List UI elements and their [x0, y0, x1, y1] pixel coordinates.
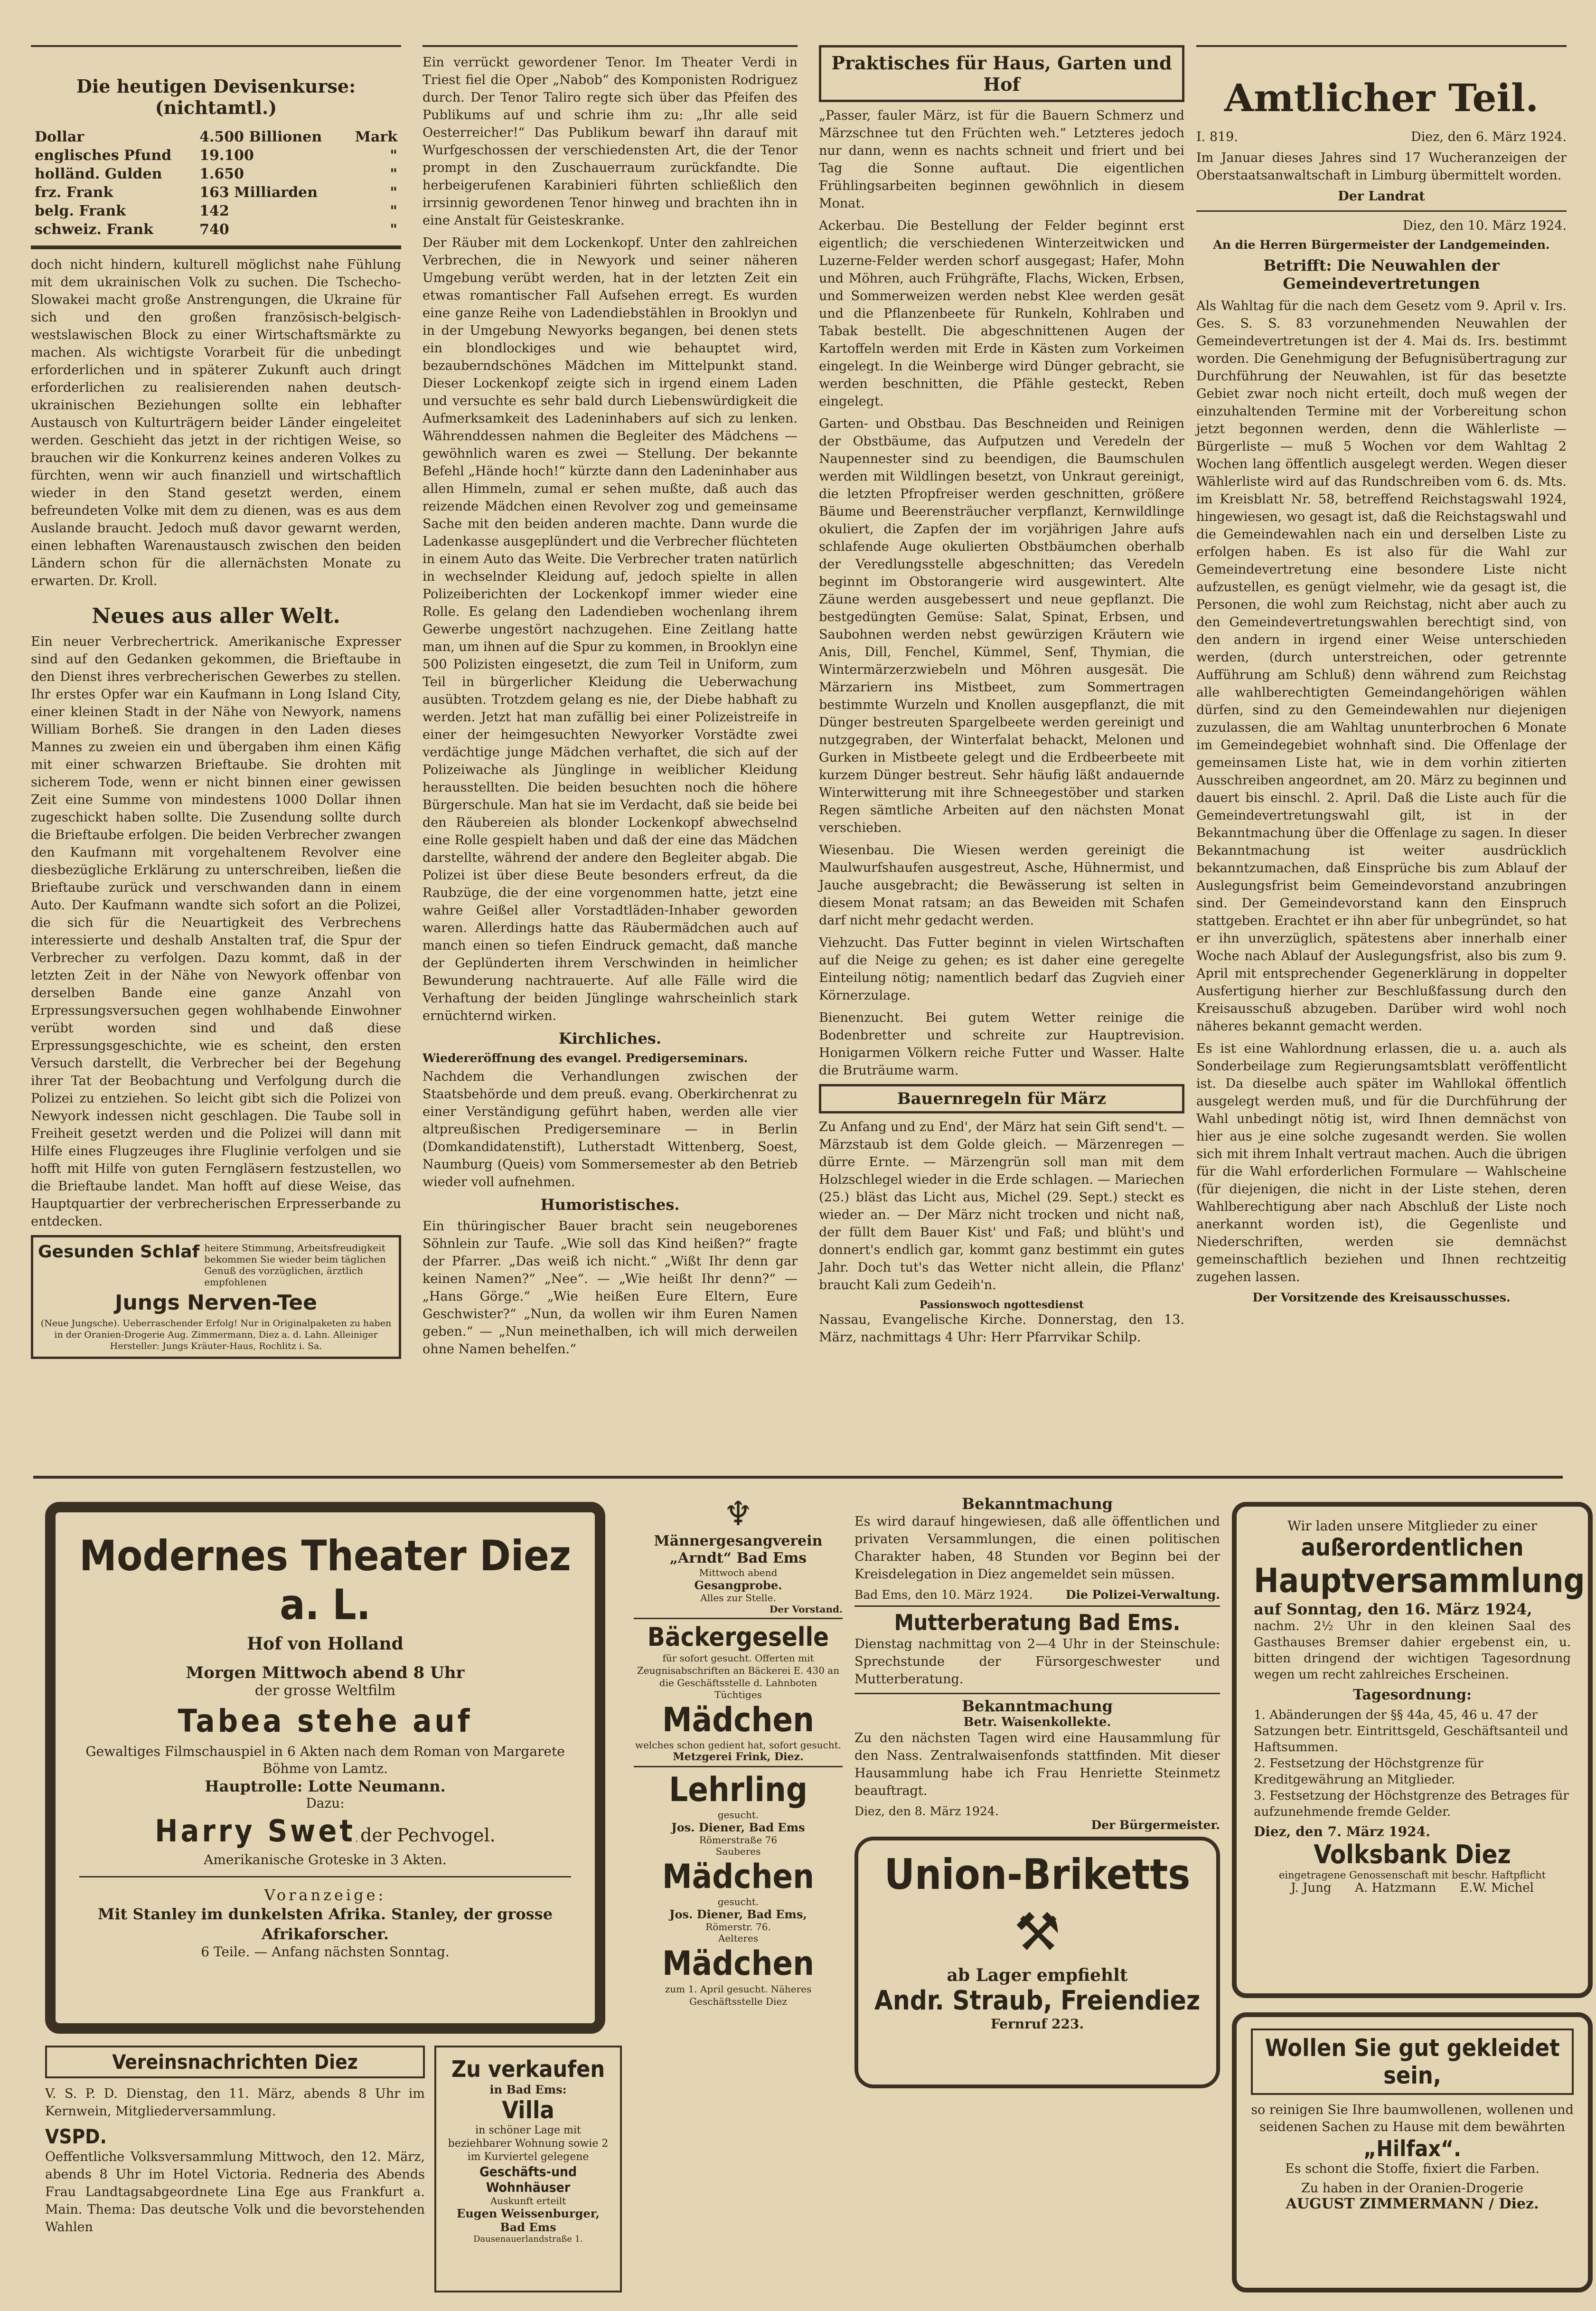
volks-items — [1254, 1707, 1571, 1820]
article-verbrechertrick: Ein neuer Verbrechertrick. Amerikanische Expresser sind auf den Gedanken gekommen, die Brieftaube in den Dienst ihres verbrecherischen Gewerbes zu stellen. Ihr erstes Opfer war ein Kaufmann in Long Island City, einer kleinen Stadt in der Nähe von Newyork, namens William Borheß. Sie drangen in den Laden dieses Mannes zu zweien ein und übergaben ihm einen Käfig mit einer schwarzen Brieftaube. Sie drohten mit sicherem Tode, wenn er nicht binnen einer gewissen Zeit eine Summe von mindestens 1000 Dollar ihnen zugeschickt haben sollte. Die Zusendung sollte durch die Brieftaube erfolgen. Die beiden Verbrecher zwangen den Kaufmann mit vorgehaltenem Revolver eine diesbezügliche Erklärung zu unterschreiben, ließen die Brieftaube zurück und verschwanden dann in einem Auto. Der Kaufmann wandte sich sofort an die Polizei, die sich für die Neuartigkeit des Verbrechens interessierte und deshalb Anstalten traf, die Spur der Verbrecher zu verfolgen. Dazu kommt, daß in der letzten Zeit in der Nähe von Newyork offenbar von derselben Bande eine ganze Anzahl von Erpressungsversuchen gegen wohlhabende Einwohner verübt worden sind und daß diese Erpressungsgeschichte, wie es scheint, den ersten Versuch darstellt, die Verbrecher bei der Begehung ihrer Tat der Beobachtung und Verfolgung durch die Polizei zu entziehen. So leicht gibt sich die Polizei von Newyork indessen nicht geschlagen. Die Taube soll in Freiheit gesetzt werden und die Polizei will dann mit Hilfe eines Flugzeuges ihre Fluglinie verfolgen und sie hofft mit Hilfe von guten Ferngläsern festzustellen, wo die Brieftaube landet. Man hofft auf diese Weise, das Hauptquartier der verbrecherischen Erpresserbande zu entdecken. — [31, 634, 401, 1229]
ad-title: Gesunden Schlaf — [38, 1242, 200, 1262]
gartenbau-text: Garten- und Obstbau. Das Beschneiden und Reinigen der Obstbäume, das Aufputzen und Veredeln der Naupennester sind zu beendigen, die Baumschulen werden mit Wildlingen besetzt, von Unkraut gereinigt, die letzten Pfropfreiser werden geschnitten, größere Bäume und Beerensträucher verpflanzt, Kernwildlinge okuliert, die Zapfen der im vorjährigen Jahre aufs schlafende Auge okulierten Obstbäumchen oberhalb der Veredlungsstelle abgeschnitten; das Veredeln beginnt im Obstorangerie wird ausgewintert. Alte Zäune werden ausgebessert und neue gepflanzt. Die bestgedüngten Gemüse: Salat, Spinat, Erbsen, und Saubohnen werden nebst gewürzigen Kräutern wie Anis, Dill, Fenchel, Kümmel, Senf, Thymian, die Wintermärzerzwiebeln und Möhren ausgesät. Die Märzariern ins Mistbeet, zum Sommertragen bestimmte Wurzeln und Knollen ausgepflanzt, die mit Dünger bestreuten Spargelbeete werden gereinigt und nutzgegraben, der Winterfalat behackt, Melonen und Gurken in Mistbeete gelegt und die Erdbeerbeete mit kurzem Dünger bestreut. Sehr häufig läßt andauernde Winterwitterung mit ihre Schneegestöber und starken Regen sämtliche Arbeiten auf den nächsten Monat verschieben. — [819, 416, 1184, 835]
ad-text: heitere Stimmung, Arbeitsfreudigkeit bekommen Sie wieder beim täglichen Genuß des vorzüglichen, ärztlich empfohlenen — [204, 1242, 386, 1288]
rate-cell: schweiz. Frank — [35, 221, 153, 238]
theater-line-5: Dazu: — [306, 1795, 345, 1811]
theater-venue: Hof von Holland — [247, 1634, 404, 1654]
amtlich-ref: I. 819. — [1196, 130, 1238, 144]
theater-line-6: Amerikanische Groteske in 3 Akten. — [204, 1852, 447, 1868]
praktisches-title: Praktisches für Haus, Garten und Hof — [831, 52, 1172, 95]
bauernregeln-text: Zu Anfang und zu End', der März hat sein Gift send't. — Märzstaub ist dem Golde gleich. — Märzenregen — dürre Ernte. — Märzengrün soll man mit dem Holzschlegel wieder in die Erde schlagen. — Mariechen (25.) bläst das Licht aus, Michel (29. Sept.) steckt es wieder an. — Der März nicht trocken und nicht naß, der füllt dem Bauer Kist' und Faß; und blüht's und donnert's endlich gar, kommt ganz bestimmt ein gutes Jahr. Doch tut's das Wetter nicht allein, die Pflanz' braucht Kali zum Gedeih'n. — [819, 1120, 1184, 1292]
humor-title: Humoristisches. — [540, 1196, 680, 1214]
kirchliches-text: Nachdem die Verhandlungen zwischen der Staatsbehörde und dem preuß. evang. Oberkirchenrat zu einer Verständigung geführt haben, werden alle vier altpreußischen Predigerseminare — in Berlin (Domkandidatenstift), Lutherstadt Wittenberg, Soest, Naumburg (Queis) vom Sommersemester ab den Betrieb wieder voll aufnehmen. — [422, 1069, 798, 1189]
vereinsnachrichten — [45, 2046, 425, 2292]
verein-title: Vereinsnachrichten Diez — [45, 2046, 425, 2078]
rate-cell: 740 — [199, 221, 229, 238]
verein-p1: V. S. P. D. Dienstag, den 11. März, abends 8 Uhr im Kernwein, Mitgliederversammlung. — [45, 2086, 425, 2119]
volks-line-2: außerordentlichen — [1301, 1534, 1524, 1561]
maed1-line-2: Metzgerei Frink, Diez. — [673, 1751, 804, 1763]
rate-row — [31, 220, 401, 239]
union-line-2: Andr. Straub, Freiendiez — [874, 1985, 1201, 2016]
bienenzucht-text: Bienenzucht. Bei gutem Wetter reinige die Bodenbretter und schreite zur Hauptrevision. Honigarmen Völkern reiche Futter und Wasser. Halte die Bruträume warm. — [819, 1010, 1184, 1078]
amtlich-betr: Betrifft: Die Neuwahlen der Gemeindevertretungen — [1263, 256, 1500, 292]
column-1 — [31, 45, 401, 1364]
ads-section — [33, 1476, 1585, 2292]
bek2-subtitle: Betr. Waisenkollekte. — [963, 1715, 1111, 1729]
agenda-item: 2. Festsetzung der Höchstgrenze für Kreditgewährung an Mitglieder. — [1254, 1756, 1483, 1787]
kirchliches-title: Kirchliches. — [558, 1029, 662, 1047]
maed1-line-1: welches schon gedient hat, sofort gesucht. — [635, 1739, 841, 1751]
verein-vspd: VSPD. — [45, 2125, 107, 2148]
volks-date: Diez, den 7. März 1924. — [1254, 1824, 1430, 1839]
union-line-1: ab Lager empfiehlt — [947, 1965, 1128, 1985]
exchange-rates-table — [31, 128, 401, 239]
viehzucht-text: Viehzucht. Das Futter beginnt in vielen Wirtschaften auf die Neige zu gehen; es ist daher eine geregelte Einteilung nötig; namentlich bedarf das Zugvieh einer Körnerzulage. — [819, 935, 1184, 1003]
theater-line-3: Gewaltiges Filmschauspiel in 6 Akten nach dem Roman von Margarete Böhme von Lamtz. — [85, 1744, 565, 1776]
rate-cell: 4.500 Billionen — [199, 129, 322, 145]
baeck-line-1: für sofort gesucht. Offerten mit Zeugnisabschriften an Bäckerei E. 430 an die Geschäftsstelle d. Lahnboten — [637, 1652, 840, 1688]
bek2-sig: Der Bürgermeister. — [1091, 1818, 1220, 1832]
maed3-pre: Aelteres — [718, 1933, 759, 1944]
maed2-line-2: Jos. Diener, Bad Ems, — [669, 1907, 807, 1921]
rate-cell: 1.650 — [199, 166, 244, 182]
maed1-pre: Tüchtiges — [714, 1689, 762, 1700]
rate-cell: " — [390, 166, 397, 182]
rate-cell: " — [390, 203, 397, 219]
verk-line-3: Geschäfts-und Wohnhäuser — [479, 2164, 577, 2195]
maed3-line-1: zum 1. April gesucht. Näheres Geschäftsstelle Diez — [665, 1983, 812, 2007]
column-3 — [819, 45, 1184, 1351]
amtlich-wahlordnung: Es ist eine Wahlordnung erlassen, die u. a. auch als Sonderbeilage zum Regierungsamtsblatt veröffentlicht ist. Da dieselbe auch später im Wahllokal öffentlich ausgelegt werden muß, und für die Durchführung der Wahl unbedingt nötig ist, wird Ihnen demnächst von hier aus je eine solche zugesandt werden. Sie wollen sich mit ihrem Inhalt vertraut machen. Auch die übrigen für die Wahl erforderlichen Formulare — Wahlscheine (für diejenigen, die nicht in der Liste stehen, deren Wahlberechtigung aber nach Abschluß der Liste noch anerkannt worden ist), die Gegenliste und Niederschriften, werden sie demnächst gemeinschaftlich beziehen und Ihnen rechtzeitig zugehen lassen. — [1196, 1041, 1567, 1284]
volks-name: Volksbank Diez — [1314, 1839, 1511, 1869]
amtlich-wucher: Im Januar dieses Jahres sind 17 Wucheranzeigen der Oberstaatsanwaltschaft in Limburg übermittelt worden. — [1196, 151, 1567, 183]
volks-line-3: auf Sonntag, den 16. März 1924, — [1254, 1600, 1532, 1618]
gottesdienst-text: Nassau, Evangelische Kirche. Donnerstag, den 13. März, nachmittags 4 Uhr: Herr Pfarrvikar Schilp. — [819, 1312, 1184, 1345]
column-2 — [422, 45, 798, 1363]
verk-title: Zu verkaufen — [451, 2056, 605, 2083]
mgv-line-2: Gesangprobe. — [694, 1578, 782, 1592]
baeck-title: Bäckergeselle — [647, 1622, 829, 1652]
maed1-title: Mädchen — [662, 1700, 814, 1739]
column-4 — [1196, 45, 1567, 1304]
rate-row — [31, 128, 401, 146]
mgv-line-3: Alles zur Stelle. — [700, 1592, 776, 1604]
rate-cell: 19.100 — [199, 147, 254, 164]
rates-title: Die heutigen Devisenkurse: (nichtamtl.) — [76, 75, 356, 118]
rate-cell: Dollar — [35, 129, 84, 145]
rate-row — [31, 146, 401, 165]
gottesdienst-title: Passionswoch ngottesdienst — [919, 1299, 1084, 1311]
humor-text: Ein thüringischer Bauer bracht sein neugeborenes Söhnlein zur Taufe. „Wie soll das Kind heißen?“ fragte der Pfarrer. „Das weiß ich nicht.“ „Wißt Ihr denn gar keinen Namen?“ „Nee“. — „Wie heißt Ihr denn?“ — „Hans Görge.“ „Wie heißen Eure Eltern, Eure Geschwister?“ „Nun, da wollen wir ihm Euren Namen geben.“ — „Nun meinethalben, ich will mich derweilen ohne Namen behelfen.“ — [422, 1219, 798, 1357]
hilfax-ad — [1232, 2012, 1593, 2292]
mgv-line-1: Mittwoch abend — [699, 1567, 778, 1578]
mutter-text: Dienstag nachmittag von 2—4 Uhr in der Steinschule: Sprechstunde der Fürsorgeschwester und Mutterberatung. — [854, 1637, 1220, 1687]
rate-cell: holländ. Gulden — [35, 166, 162, 182]
bek1-sig: Die Polizei-Verwaltung. — [1065, 1588, 1220, 1602]
ad-footer: (Neue Jungsche). Ueberraschender Erfolg! Nur in Originalpaketen zu haben in der Oranien-Drogerie Aug. Zimmermann, Diez a. d. Lahn. Alleiniger Hersteller: Jungs Kräuter-Haus, Rochlitz i. Sa. — [40, 1318, 392, 1351]
volks-line-1: Wir laden unsere Mitglieder zu einer — [1287, 1518, 1537, 1534]
mgv-title: Männergesangverein „Arndt“ Bad Ems — [654, 1533, 823, 1566]
bek1-title: Bekanntmachung — [962, 1495, 1113, 1513]
lehr-title: Lehrling — [669, 1770, 807, 1809]
rate-cell: Mark — [355, 129, 397, 145]
nerven-tee-ad — [31, 1235, 401, 1359]
hammer-icon: ⚒ — [1014, 1902, 1061, 1962]
amtlicher-title: Amtlicher Teil. — [1224, 75, 1539, 120]
praktisches-intro: „Passer, fauler März, ist für die Bauern Schmerz und Märzschnee tut den Früchten weh.“ Letzteres jedoch nur dann, wenn es nachts schneit und friert und bei Tag die Sonne auftaut. Die eigentlichen Frühlingsarbeiten beginnen gewöhnlich in diesem Monat. — [819, 108, 1184, 211]
hilfax-line-1: so reinigen Sie Ihre baumwollenen, wollenen und seidenen Sachen zu Hause mit dem bewährten — [1251, 2103, 1574, 2134]
volks-line-6: eingetragene Genossenschaft mit beschr. Haftpflicht — [1278, 1869, 1546, 1881]
theater-film: Tabea stehe auf — [178, 1703, 473, 1739]
hilfax-line-2: Es schont die Stoffe, fixiert die Farben. — [1285, 2161, 1540, 2176]
amtlich-sig-1: Der Landrat — [1338, 189, 1425, 204]
theater-line-4: Hauptrolle: Lotte Neumann. — [205, 1777, 446, 1795]
bek1-date: Bad Ems, den 10. März 1924. — [854, 1588, 1033, 1602]
article-tenor: Ein verrückt gewordener Tenor. Im Theater Verdi in Triest fiel die Oper „Nabob“ des Komponisten Rodriguez durch. Der Tenor Taliro regte sich über das Pfeifen des Publikums auf und schrie ihm zu: „Ihr alle seid Oesterreicher!“ Das Publikum bewarf ihn darauf mit Wurfgeschossen der verschiedensten Art, die der Tenor prompt in den Zuschauerraum zurückfandte. Die herbeigerufenen Karabinieri führten schließlich den irrsinnig gewordenen Tenor hinweg und brachten ihn in eine Anstalt für Geisteskranke. — [422, 55, 798, 228]
maed2-line-3: Römerstr. 76. — [705, 1921, 771, 1933]
ad-product: Jungs Nerven-Tee — [115, 1291, 317, 1315]
rate-cell: belg. Frank — [35, 203, 126, 219]
verk-villa: Villa — [502, 2096, 554, 2124]
hilfax-title: Wollen Sie gut gekleidet sein, — [1251, 2028, 1574, 2095]
rate-cell: 142 — [199, 203, 229, 219]
article-ukraine: doch nicht hindern, kulturell möglichst nahe Fühlung mit dem ukrainischen Volk zu suchen. Die Tschecho-Slowakei macht große Anstrengungen, die Ukraine für sich und den großen französisch-belgisch-westslawischen Block zu einer Wirtschaftsmärkte zu machen. Als wichtigste Vorarbeit für die unbedingt erforderlichen und in späterer Zukunft auch dringt erforderlichen zu realisierenden nahen deutsch-ukrainischen Beziehungen sollte ein lebhafter Austausch von Kulturträgern beider Länder eingeleitet werden. Geschieht das jetzt in der richtigen Weise, so brauchen wir die Konkurrenz keines anderen Volkes zu fürchten, wenn wir auch finanziell und wirtschaftlich wieder in den Stand gesetzt werden, einem befreundeten Volke mit dem zu dienen, was es aus dem Auslande braucht. Jedoch muß davor gewarnt werden, einen lebhaften Warenaustausch zwischen den beiden Ländern schon für die allernächsten Monate zu erwarten. Dr. Kroll. — [31, 257, 401, 588]
mgv-line-4: Der Vorstand. — [769, 1604, 843, 1615]
theater-film-2: Harry Swet — [155, 1814, 356, 1849]
volks-line-4: nachm. 2½ Uhr in den kleinen Saal des Gasthauses Bremser dahier ergebenst ein, u. bitten dringend der wichtigen Tagesordnung wegen um recht zahlreiches Erscheinen. — [1254, 1619, 1571, 1682]
rate-cell: englisches Pfund — [35, 147, 172, 164]
theater-line-8: Mit Stanley im dunkelsten Afrika. Stanley, der grosse Afrikaforscher. — [97, 1905, 553, 1943]
lehr-line-2: Jos. Diener, Bad Ems — [671, 1821, 805, 1834]
theater-ad: Modernes Theater Diez a. L. Hof von Holland Morgen Mittwoch abend 8 Uhr der grosse Weltfilm Tabea stehe auf Gewaltiges Filmschauspiel in 6 Akten nach dem Roman von Margarete Böhme von Lamtz. Hauptrolle: Lotte Neumann. Dazu: Harry Swet, der Pechvogel. Amerikanische Groteske in 3 Akten. Voranzeige: Mit Stanley im dunkelsten Afrika. Stanley, der grosse Afrikaforscher. 6 Teile. — Anfang nächsten Sonntag. — [45, 1502, 605, 2034]
volksbank-ad — [1232, 1502, 1593, 1998]
agenda-item: 1. Abänderungen der §§ 44a, 45, 46 u. 47 der Satzungen betr. Eintrittsgeld, Geschäftsanteil und Haftsummen. — [1254, 1708, 1568, 1754]
theater-film-2b: der Pechvogel. — [360, 1825, 496, 1846]
ackerbau-text: Ackerbau. Die Bestellung der Felder beginnt erst eigentlich; die verschiedenen Winterzeitwicken und Luzerne-Felder werden schorf ausgegast; Hafer, Mohn und Möhren, auch Frühgräfte, Flachs, Wicken, Erbsen, und Sommerweizen werden nebst Klee werden gesät und die Pflanzenbeete für Runkeln, Kohlraben und Tabak bestellt. Die abgeschnittenen Augen der Kartoffeln werden mit Erde in Kästen zum Vorkeimen eingelegt. In die Weinberge wird Dünger gebracht, sie werden beschnitten, die Pfähle gesteckt, Reben eingelegt. — [819, 218, 1184, 409]
hilfax-line-4: AUGUST ZIMMERMANN / Diez. — [1286, 2196, 1539, 2212]
rate-row — [31, 165, 401, 183]
rate-cell: 163 Milliarden — [199, 184, 318, 201]
volks-line-5: Tagesordnung: — [1352, 1687, 1472, 1703]
amtlich-neuwahlen: Als Wahltag für die nach dem Gesetz vom 9. April v. Irs. Ges. S. S. 83 vorzunehmenden Neuwahlen der Gemeindevertretungen ist der 4. Mai ds. Irs. bestimmt worden. Die Genehmigung der Befugnisübertragung zur Durchführung der Neuwahlen, ist für das besetzte Gebiet zwar noch nicht erteilt, doch muß wegen der einzuhaltenden Termine mit der Vorbereitung schon jetzt begonnen werden, denn die Wählerliste — Bürgerliste — muß 5 Wochen vor dem Wahltag 2 Wochen lang öffentlich ausgelegt werden. Wegen dieser Wählerliste wird auf das Rundschreiben vom 6. ds. Mts. im Kreisblatt Nr. 58, betreffend Reichstagswahl 1924, hingewiesen, wo gesagt ist, daß die Reichstagswahl und die Gemeindewahlen nach ein und derselben Liste zu erfolgen haben. Es ist also für die Wahl zur Gemeindevertretung eine besondere Liste nicht aufzustellen, es genügt vielmehr, wie da gesagt ist, die Personen, die wohl zum Reichstag, nicht aber auch zu den Gemeindevertretungswahlen berechtigt sind, von den andern in irgend einer Weise unterschieden werden, (durch unterstreichen, oder getrennte Aufführung am Schluß) denn während zum Reichstag alle wahlberechtigten Gemeindangehörigen wählen dürfen, sind zu den Gemeindewahlen nur diejenigen zuzulassen, die am Wahltag ununterbrochen 6 Monate im Gemeindegebiet wohnhaft sind. Die Offenlage der gemeinsamen Liste hat, wie in dem vorhin zitierten Ausschreiben angeordnet, am 20. März zu beginnen und dauert bis einschl. 2. April. Daß die Liste auch für die Gemeindevertretungswahl gilt, ist in der Bekanntmachung über die Offenlage zu sagen. In dieser Bekanntmachung ist weiter ausdrücklich bekanntzumachen, daß Einsprüche bis zum Ablauf der Auslegungsfrist beim Gemeindevorstand anzubringen sind. Der Gemeindevorstand kann den Einspruch stattgeben. Erachtet er ihn aber für unbegründet, so hat er ihn unverzüglich, spätestens aber innerhalb einer Woche nach Ablauf der Auslegungsfrist, also bis zum 9. April mit entsprechender Gegenerklärung in doppelter Ausfertigung hierher zur Beschlußfassung durch den Kreisausschuß abzugeben. Darüber wird wohl noch näheres bekannt gemacht werden. — [1196, 299, 1567, 1034]
lyre-icon: ♆ — [723, 1495, 753, 1533]
theater-line-9: 6 Teile. — Anfang nächsten Sonntag. — [201, 1944, 450, 1960]
lehr-line-3: Römerstraße 76 — [699, 1834, 778, 1846]
rate-row — [31, 202, 401, 220]
maed2-pre: Sauberes — [715, 1846, 761, 1857]
bek2-title: Bekanntmachung — [962, 1697, 1113, 1715]
bek2-date: Diez, den 8. März 1924. — [854, 1804, 999, 1818]
volks-title: Hauptversammlung — [1254, 1561, 1585, 1600]
hilfax-product: „Hilfax“. — [1363, 2136, 1461, 2161]
amtlich-date-1: Diez, den 6. März 1924. — [1411, 130, 1567, 144]
amtlich-addr: An die Herren Bürgermeister der Landgemeinden. — [1213, 238, 1550, 252]
verk-line-5: Eugen Weissenburger, Bad Ems — [457, 2207, 600, 2234]
verk-line-4: Auskunft erteilt — [490, 2195, 566, 2207]
union-title: Union-Briketts — [884, 1850, 1191, 1899]
amtlich-date-2: Diez, den 10. März 1924. — [1402, 218, 1567, 233]
hilfax-line-3: Zu haben in der Oranien-Drogerie — [1301, 2181, 1524, 2196]
rate-cell: " — [390, 221, 397, 238]
theater-line-7: Voranzeige: — [264, 1886, 386, 1904]
verkaufen-ad — [434, 2046, 622, 2292]
maed2-line-1: gesucht. — [717, 1896, 759, 1907]
bauernregeln-header — [819, 1084, 1184, 1113]
union-line-3: Fernruf 223. — [990, 2016, 1084, 2032]
rate-cell: frz. Frank — [35, 184, 113, 201]
bauernregeln-title: Bauernregeln für März — [897, 1089, 1107, 1108]
bek2-text: Zu den nächsten Tagen wird eine Hausammlung für den Nass. Zentralwaisenfonds stattfinden. Mit dieser Hausammlung habe ich Frau Henriette Steinmetz beauftragt. — [854, 1731, 1220, 1798]
rate-cell: " — [390, 147, 397, 164]
agenda-item: 3. Festsetzung der Höchstgrenze des Betrages für aufzunehmende fremde Gelder. — [1254, 1789, 1569, 1819]
lehr-line-1: gesucht. — [717, 1809, 759, 1821]
verk-line-6: Dausenauerlandstraße 1. — [473, 2234, 583, 2244]
verein-p2: Oeffentliche Volksversammlung Mittwoch, den 12. März, abends 8 Uhr im Hotel Victoria. Redneria des Abends Frau Landtagsabgeordnete Lina Ege aus Frankfurt a. Main. Thema: Das deutsche Volk und die bevorstehenden Wahlen — [45, 2150, 425, 2235]
wiesenbau-text: Wiesenbau. Die Wiesen werden gereinigt die Maulwurfshaufen ausgestreut, Asche, Hühnermist, und Jauche ausgebracht; die Bewässerung ist selten in diesem Monat ratsam; an das Beweiden mit Schafen darf nicht mehr gedacht werden. — [819, 843, 1184, 928]
article-lockenkopf: Der Räuber mit dem Lockenkopf. Unter den zahlreichen Verbrechen, die in Newyork und seiner näheren Umgebung verübt werden, hat in der letzten Zeit ein etwas romantischer Fall Aufsehen erregt. Es wurden eine ganze Reihe von Ladendiebstählen in Brooklyn und in der Umgebung Newyorks begangen, bei denen stets ein blondlockiges und wie behauptet wird, bezauberndschönes Mädchen im Mittelpunkt stand. Dieser Lockenkopf zeigte sich in irgend einem Laden und versuchte es sehr bald durch Liebenswürdigkeit die Aufmerksamkeit des Ladeninhabers auf sich zu lenken. Währenddessen nahmen die Begleiter des Mädchens — gewöhnlich waren es zwei — Stellung. Der bekannte Befehl „Hände hoch!“ kürzte dann den Ladeninhaber aus allen Himmeln, zumal er sehen mußte, daß auch das reizende Mädchen einen Revolver zog und gemeinsame Sache mit den beiden anderen machte. Dann wurde die Ladenkasse ausgeplündert und die Verbrecher flüchteten in einem Auto das Weite. Die Verbrecher traten natürlich in wechselnder Kleidung auf, jedoch spielte in allen Polizeiberichten der Lockenkopf immer wieder eine Rolle. Es gelang den Ladendieben wochenlang ihrem Gewerbe ungestört nachzugehen. Eine Zeitlang hatte man, um ihnen auf die Spur zu kommen, in Brooklyn eine 500 Polizisten eingesetzt, die zum Teil in Uniform, zum Teil in bürgerlicher Kleidung die Ueberwachung ausübten. Trotzdem gelang es nie, der Diebe habhaft zu werden. Jetzt hat man zufällig bei einer Polizeistreife in einer der heimgesuchten Newyorker Vorstädte zwei verdächtige junge Mädchen verhaftet, die sich auf der Polizeiwache als Jünglinge in weiblicher Kleidung herausstellten. Die beiden besuchten noch die höhere Bürgerschule. Man hat sie im Verdacht, daß sie beide bei den Räubereien als blonder Lockenkopf abwechselnd eine Rolle gespielt haben und daß der eine das Mädchen darstellte, während der andere den Begleiter abgab. Die Polizei ist über diese Beute besonders erfreut, da die Raubzüge, die der eine vorgenommen hatte, jetzt eine wahre Geißel aller Vorstadtläden-Inhaber geworden waren. Allerdings hatte das Räubermädchen auch auf manch einen so tiefen Eindruck gemacht, daß manche der Geplünderten ihrem Verschwinden in heimlicher Bewunderung nachtrauerte. Auf alle Fälle wird die Verhaftung der beiden Jünglinge wahrscheinlich stark ernüchternd wirken. — [422, 236, 798, 1023]
news-title: Neues aus aller Welt. — [92, 604, 340, 628]
verk-line-2: in schöner Lage mit beziehbarer Wohnung sowie 2 im Kurviertel gelegene — [448, 2124, 609, 2163]
praktisches-header — [819, 45, 1184, 102]
maed2-title: Mädchen — [662, 1857, 814, 1896]
bekanntmachungen-column — [854, 1495, 1220, 2292]
small-ads-column — [634, 1495, 843, 2292]
verk-line-1: in Bad Ems: — [489, 2083, 567, 2096]
amtlich-sig-2: Der Vorsitzende des Kreisausschusses. — [1252, 1291, 1511, 1304]
theater-line-2: der grosse Weltfilm — [254, 1682, 396, 1699]
rate-row — [31, 183, 401, 202]
theater-line-1: Morgen Mittwoch abend 8 Uhr — [186, 1663, 465, 1682]
mutter-title: Mutterberatung Bad Ems. — [894, 1610, 1181, 1635]
maed3-title: Mädchen — [662, 1944, 814, 1983]
bek1-text: Es wird darauf hingewiesen, daß alle öffentlichen und privaten Versammlungen, die einen politischen Charakter haben, 48 Stunden vor Beginn bei der Kreisdelegation in Diez angemeldet sein müssen. — [854, 1514, 1220, 1582]
rate-cell: " — [390, 184, 397, 201]
volks-line-7: J. Jung A. Hatzmann E.W. Michel — [1291, 1881, 1534, 1895]
union-ad — [854, 1837, 1220, 2088]
kirchliches-subtitle: Wiedereröffnung des evangel. Predigerseminars. — [422, 1051, 748, 1065]
theater-title: Modernes Theater Diez a. L. — [79, 1531, 571, 1629]
